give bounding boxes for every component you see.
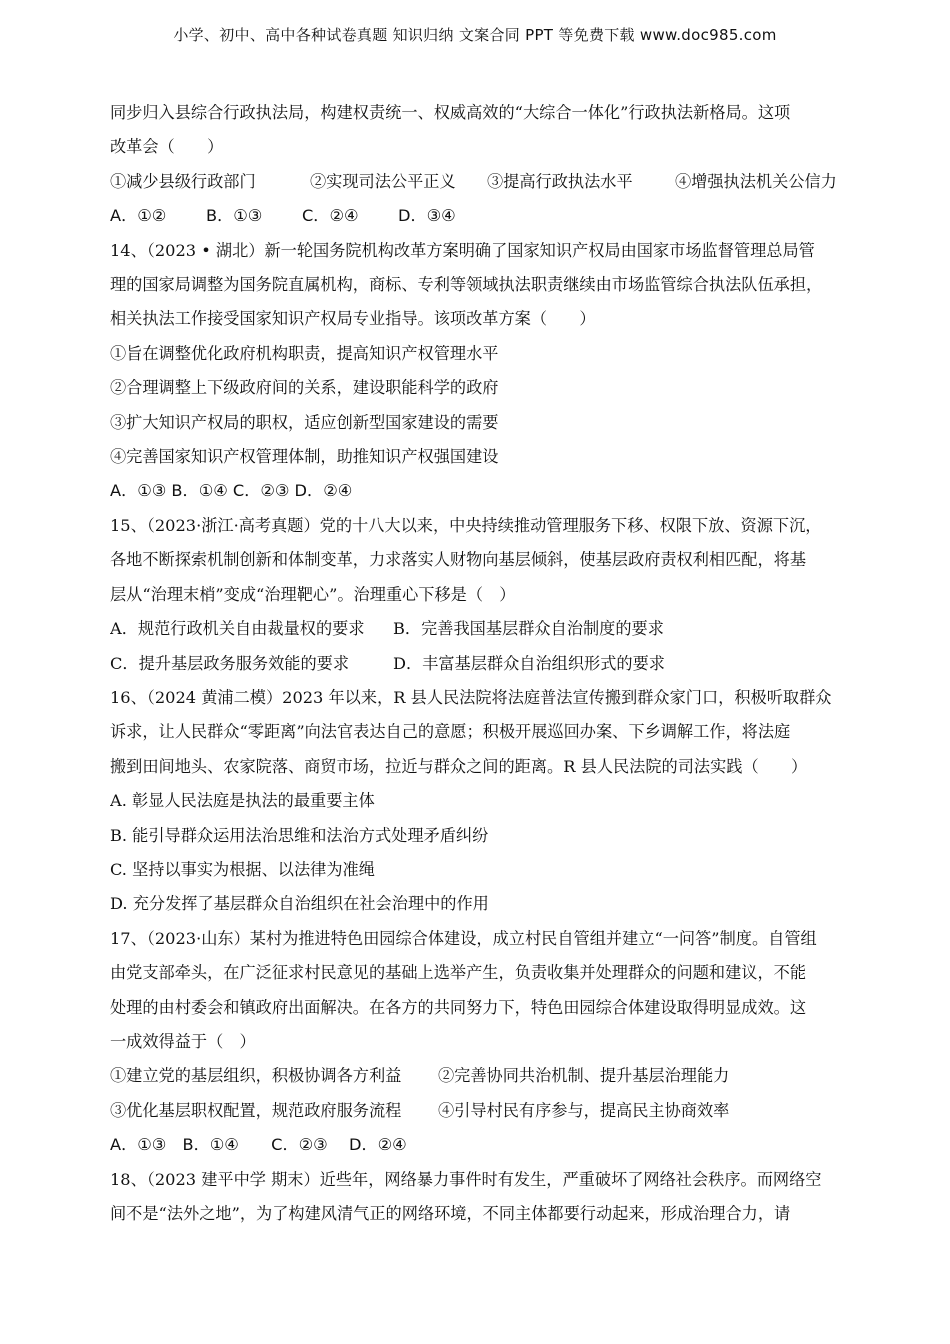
question-16 — [110, 681, 845, 922]
option-c: C．提升基层政务服务效能的要求 — [110, 653, 350, 673]
option-row — [110, 165, 845, 199]
option-1: ①建立党的基层组织，积极协调各方利益 — [110, 1066, 402, 1086]
answer-row: A．①③ B．①④ C．②③ D．②④ — [110, 1135, 407, 1155]
option-1: ①旨在调整优化政府机构职责，提高知识产权管理水平 — [110, 343, 499, 363]
option-1: ①减少县级行政部门 — [110, 171, 256, 191]
option-2: ②合理调整上下级政府间的关系，建设职能科学的政府 — [110, 378, 499, 398]
option-d: D．丰富基层群众自治组织形式的要求 — [393, 653, 665, 673]
question-text-line: 改革会（ ） — [110, 137, 224, 157]
question-text-line: 18、（2023 建平中学 期末）近些年，网络暴力事件时有发生，严重破坏了网络社会秩序。而网络空 — [110, 1169, 822, 1189]
option-row — [110, 1094, 845, 1128]
option-2: ②实现司法公平正义 — [310, 171, 456, 191]
option-a: A. 彰显人民法庭是执法的最重要主体 — [110, 791, 375, 811]
question-text-line: 诉求，让人民群众“零距离”向法官表达自己的意愿；积极开展巡回办案、下乡调解工作，将法庭 — [110, 722, 791, 742]
question-text-line: 间不是“法外之地”，为了构建风清气正的网络环境，不同主体都要行动起来，形成治理合力，请 — [110, 1204, 791, 1223]
page-header: 小学、初中、高中各种试卷真题 知识归纳 文案合同 PPT 等免费下载 www.doc985.com — [173, 26, 777, 44]
question-text-line: 相关执法工作接受国家知识产权局专业指导。该项改革方案（ ） — [110, 309, 596, 329]
option-4: ④增强执法机关公信力 — [675, 171, 837, 191]
question-text-line: 理的国家局调整为国务院直属机构，商标、专利等领域执法职责继续由市场监管综合执法队伍承担， — [110, 275, 823, 295]
question-text-line: 14、（2023 • 湖北）新一轮国务院机构改革方案明确了国家知识产权局由国家市场监督管理总局管 — [110, 240, 815, 260]
option-row — [110, 1059, 845, 1093]
option-4: ④引导村民有序参与，提高民主协商效率 — [438, 1100, 730, 1120]
answer-row: A．①③ B．①④ C．②③ D．②④ — [110, 481, 353, 501]
option-2: ②完善协同共治机制、提升基层治理能力 — [438, 1066, 730, 1086]
option-row — [110, 612, 845, 646]
option-3: ③提高行政执法水平 — [487, 171, 633, 191]
option-b: B. 能引导群众运用法治思维和法治方式处理矛盾纠纷 — [110, 825, 489, 845]
question-text-line: 搬到田间地头、农家院落、商贸市场，拉近与群众之间的距离。R 县人民法院的司法实践（ ） — [110, 756, 808, 776]
question-18 — [110, 1163, 845, 1232]
option-b: B．完善我国基层群众自治制度的要求 — [393, 619, 664, 639]
question-text-line: 处理的由村委会和镇政府出面解决。在各方的共同努力下，特色田园综合体建设取得明显成效。这 — [110, 997, 807, 1017]
question-text-line: 由党支部牵头，在广泛征求村民意见的基础上选举产生，负责收集并处理群众的问题和建议，不能 — [110, 963, 807, 983]
question-13 — [110, 96, 845, 234]
answer-d: D．③④ — [398, 206, 456, 226]
question-17 — [110, 922, 845, 1163]
answer-a: A．①② — [110, 206, 167, 226]
option-3: ③优化基层职权配置，规范政府服务流程 — [110, 1100, 402, 1120]
option-row — [110, 647, 845, 681]
question-14 — [110, 234, 845, 509]
answer-b: B．①③ — [206, 206, 263, 226]
question-text-line: 同步归入县综合行政执法局，构建权责统一、权威高效的“大综合一体化”行政执法新格局。这项 — [110, 103, 791, 122]
question-text-line: 一成效得益于（ ） — [110, 1031, 256, 1051]
option-d: D. 充分发挥了基层群众自治组织在社会治理中的作用 — [110, 894, 489, 914]
option-3: ③扩大知识产权局的职权，适应创新型国家建设的需要 — [110, 412, 499, 432]
answer-row — [110, 199, 845, 233]
option-4: ④完善国家知识产权管理体制，助推知识产权强国建设 — [110, 447, 499, 467]
question-text-line: 各地不断探索机制创新和体制变革，力求落实人财物向基层倾斜，使基层政府责权利相匹配，将基 — [110, 550, 807, 570]
option-a: A．规范行政机关自由裁量权的要求 — [110, 619, 365, 639]
question-text-line: 15、（2023·浙江·高考真题）党的十八大以来，中央持续推动管理服务下移、权限下放、资源下沉， — [110, 515, 822, 535]
question-text-line: 16、（2024 黄浦二模）2023 年以来，R 县人民法院将法庭普法宣传搬到群众家门口，积极听取群众 — [110, 687, 832, 707]
question-15 — [110, 509, 845, 681]
question-text-line: 层从“治理末梢”变成“治理靶心”。治理重心下移是（ ） — [110, 584, 516, 604]
question-text-line: 17、（2023·山东）某村为推进特色田园综合体建设，成立村民自管组并建立“一问答”制度。自管组 — [110, 928, 817, 948]
document-body — [110, 96, 845, 1231]
answer-c: C．②④ — [302, 206, 359, 226]
option-c: C. 坚持以事实为根据、以法律为准绳 — [110, 859, 375, 879]
